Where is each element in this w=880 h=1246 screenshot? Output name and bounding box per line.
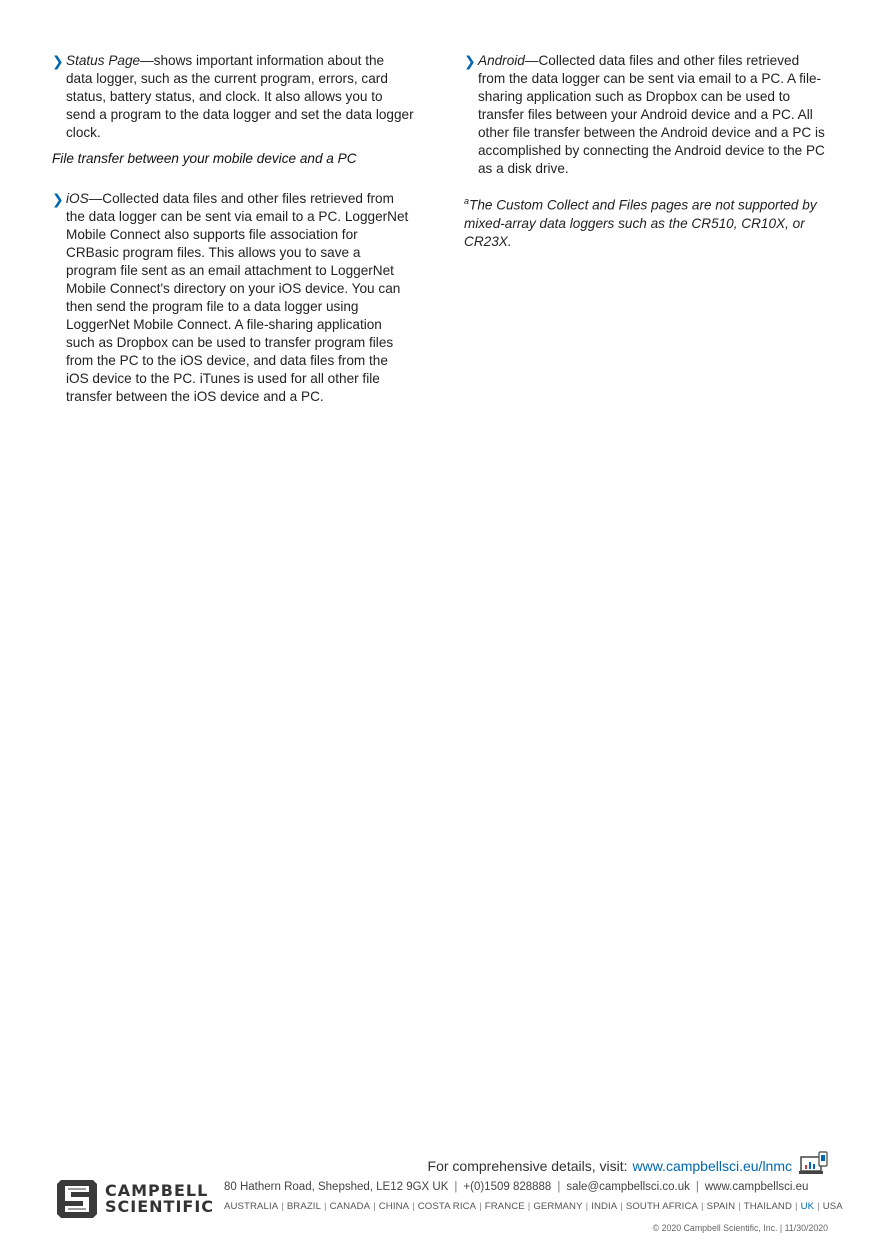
- country-separator: |: [700, 1201, 704, 1212]
- footnote-pre: The: [469, 197, 497, 213]
- country-separator: |: [324, 1201, 327, 1212]
- country-link-spain[interactable]: SPAIN: [706, 1201, 736, 1212]
- ios-bullet: [52, 190, 414, 406]
- visit-url-link[interactable]: www.campbellsci.eu/lnmc: [632, 1157, 792, 1174]
- footnote-post: pages are not supported by mixed-array data loggers such as the CR510, CR10X, or CR23X.: [464, 197, 817, 249]
- footnote: [464, 192, 828, 251]
- status-page-text: —shows important information about the data logger, such as the current program, errors, card status, battery status, and clock. It also allows you to send a program to the data logger and set the data logger clock.: [66, 53, 414, 140]
- file-transfer-subhead: File transfer between your mobile device and a PC: [52, 151, 357, 166]
- visit-line: [428, 1151, 828, 1180]
- country-link-costa-rica[interactable]: COSTA RICA: [417, 1201, 477, 1212]
- country-separator: |: [479, 1201, 482, 1212]
- campbell-logo: [55, 1178, 214, 1220]
- country-link-france[interactable]: FRANCE: [484, 1201, 525, 1212]
- country-list: [224, 1201, 843, 1212]
- country-separator: |: [795, 1201, 798, 1212]
- country-separator: |: [527, 1201, 531, 1212]
- footnote-files: Files: [618, 197, 648, 213]
- country-separator: |: [620, 1201, 623, 1212]
- ios-term: iOS: [66, 191, 89, 206]
- country-link-usa[interactable]: USA: [822, 1201, 843, 1212]
- country-separator: |: [373, 1201, 376, 1212]
- country-separator: |: [585, 1201, 589, 1212]
- device-chart-icon: [798, 1151, 828, 1180]
- android-text: —Collected data files and other files retrieved from the data logger can be sent via email to a PC. A file-sharing application such as Dropbox can be used to transfer files between your Android device and a PC. All other file transfer between the Android device and a PC is accomplished by connecting the Android device to the PC as a disk drive.: [478, 53, 825, 176]
- country-link-australia[interactable]: AUSTRALIA: [224, 1201, 279, 1212]
- country-separator: |: [281, 1201, 284, 1212]
- country-link-india[interactable]: INDIA: [591, 1201, 618, 1212]
- country-link-brazil[interactable]: BRAZIL: [286, 1201, 321, 1212]
- chevron-right-icon: ❯: [52, 53, 64, 69]
- phone: +(0)1509 828888: [463, 1181, 552, 1193]
- country-link-germany[interactable]: GERMANY: [533, 1201, 583, 1212]
- country-link-south-africa[interactable]: SOUTH AFRICA: [625, 1201, 698, 1212]
- status-page-bullet: [52, 52, 414, 142]
- campbell-logo-icon: [55, 1178, 99, 1220]
- footnote-custom-collect: Custom Collect: [496, 197, 589, 213]
- email-link[interactable]: sale@campbellsci.co.uk: [566, 1181, 690, 1193]
- status-page-term: Status Page: [66, 53, 141, 68]
- right-column: [464, 52, 828, 264]
- logo-word-scientific: SCIENTIFIC: [105, 1197, 215, 1216]
- android-bullet: [464, 52, 828, 178]
- country-link-canada[interactable]: CANADA: [329, 1201, 371, 1212]
- android-term: Android: [478, 53, 525, 68]
- address: 80 Hathern Road, Shepshed, LE12 9GX UK: [224, 1181, 449, 1193]
- chevron-right-icon: ❯: [52, 191, 64, 207]
- chevron-right-icon: ❯: [464, 53, 476, 69]
- country-separator: |: [817, 1201, 820, 1212]
- web-link[interactable]: www.campbellsci.eu: [704, 1181, 809, 1193]
- country-separator: |: [412, 1201, 415, 1212]
- contact-line: 80 Hathern Road, Shepshed, LE12 9GX UK | +(0)1509 828888 | sale@campbellsci.co.uk | www.campbellsci.eu: [224, 1181, 809, 1193]
- visit-label: For comprehensive details, visit:: [427, 1157, 628, 1174]
- country-link-uk[interactable]: UK: [800, 1201, 815, 1212]
- country-link-china[interactable]: CHINA: [378, 1201, 410, 1212]
- copyright: © 2020 Campbell Scientific, Inc. | 11/30/2020: [652, 1223, 828, 1233]
- country-separator: |: [738, 1201, 741, 1212]
- logo-word-campbell: CAMPBELL: [105, 1181, 209, 1200]
- ios-text: —Collected data files and other files retrieved from the data logger can be sent via email to a PC. LoggerNet Mobile Connect also supports file association for CRBasic program files. This allows you to save a program file sent as an email attachment to LoggerNet Mobile Connect's directory on your iOS device. You can then send the program file to a data logger using LoggerNet Mobile Connect. A file-sharing application such as Dropbox can be used to transfer program files from the PC to the iOS device, and data files from the iOS device to the PC. iTunes is used for all other file transfer between the iOS device and a PC.: [66, 191, 409, 404]
- footnote-mark: a: [464, 196, 470, 206]
- footnote-and: and: [588, 197, 619, 213]
- country-link-thailand[interactable]: THAILAND: [743, 1201, 792, 1212]
- left-column: [52, 52, 414, 414]
